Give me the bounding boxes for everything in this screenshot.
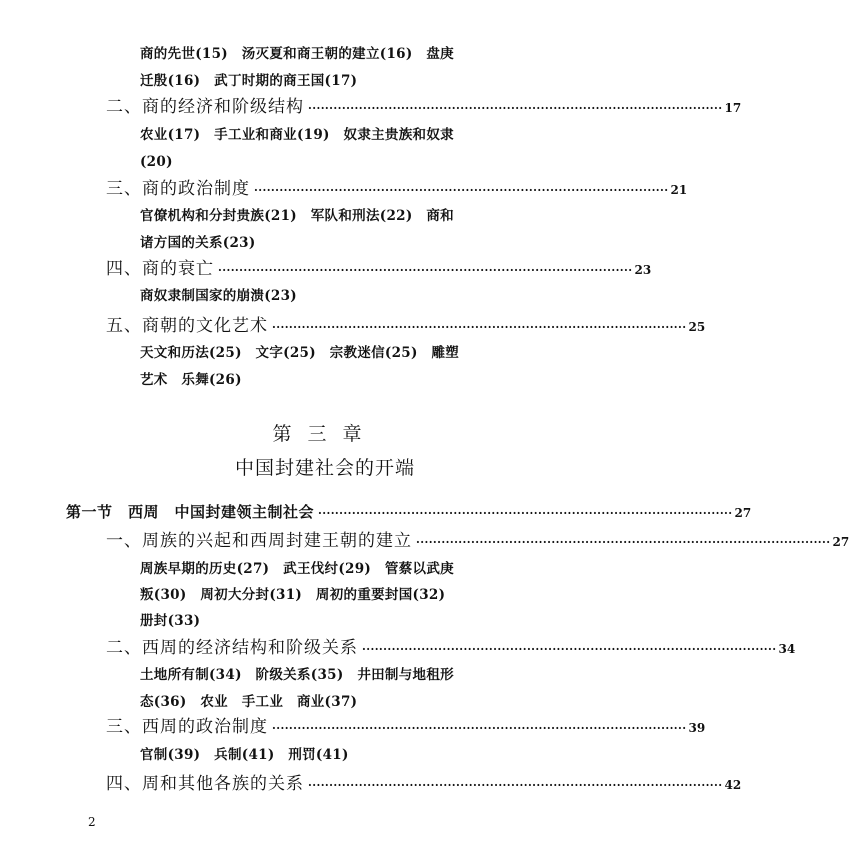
toc-heading[interactable] — [106, 316, 706, 336]
dot-leader: ·································································································· — [254, 184, 669, 197]
page-number: 2 — [88, 815, 96, 829]
toc-heading[interactable] — [106, 717, 706, 737]
chapter-title: 中国封建社会的开端 — [234, 457, 415, 479]
heading-title: 三、西周的政治制度 — [106, 717, 268, 737]
heading-page: 23 — [634, 263, 652, 277]
dot-leader: ·································································································· — [362, 643, 777, 656]
toc-heading[interactable] — [106, 531, 849, 551]
heading-page: 25 — [688, 320, 706, 334]
toc-heading[interactable] — [106, 179, 688, 199]
section-page: 27 — [734, 506, 752, 520]
dot-leader: ·································································································· — [318, 507, 733, 520]
dot-leader: ·································································································· — [272, 321, 687, 334]
toc-heading[interactable] — [106, 259, 652, 279]
heading-page: 27 — [832, 535, 849, 549]
entry-line: 迁殷(16) 武丁时期的商王国(17) — [140, 73, 358, 89]
entry-line: 周族早期的历史(27) 武王伐纣(29) 管蔡以武庚 — [140, 561, 454, 577]
entry-line: 商的先世(15) 汤灭夏和商王朝的建立(16) 盘庚 — [140, 46, 454, 62]
chapter-number: 第三章 — [272, 423, 378, 445]
entry-line: 商奴隶制国家的崩溃(23) — [140, 288, 297, 304]
heading-page: 42 — [724, 778, 742, 792]
dot-leader: ·································································································· — [416, 536, 831, 549]
entry-line: 态(36) 农业 手工业 商业(37) — [140, 694, 358, 710]
entry-line: 诸方国的关系(23) — [140, 235, 256, 251]
entry-line: 土地所有制(34) 阶级关系(35) 井田制与地租形 — [140, 667, 454, 683]
dot-leader: ·································································································· — [308, 102, 723, 115]
heading-title: 一、周族的兴起和西周封建王朝的建立 — [106, 531, 412, 551]
entry-line: 农业(17) 手工业和商业(19) 奴隶主贵族和奴隶 — [140, 127, 454, 143]
section-title: 第一节 西周 中国封建领主制社会 — [66, 503, 315, 521]
entry-line: 天文和历法(25) 文字(25) 宗教迷信(25) 雕塑 — [140, 345, 460, 361]
heading-title: 二、西周的经济结构和阶级关系 — [106, 638, 358, 658]
section-heading[interactable] — [66, 503, 752, 521]
heading-page: 17 — [724, 101, 742, 115]
entry-line: (20) — [140, 154, 173, 170]
heading-title: 三、商的政治制度 — [106, 179, 250, 199]
heading-title: 二、商的经济和阶级结构 — [106, 97, 304, 117]
heading-title: 四、周和其他各族的关系 — [106, 774, 304, 794]
entry-line: 叛(30) 周初大分封(31) 周初的重要封国(32) — [140, 587, 446, 603]
heading-title: 四、商的衰亡 — [106, 259, 214, 279]
dot-leader: ·································································································· — [218, 264, 633, 277]
toc-heading[interactable] — [106, 97, 742, 117]
entry-line: 官制(39) 兵制(41) 刑罚(41) — [140, 747, 349, 763]
heading-page: 39 — [688, 721, 706, 735]
entry-line: 官僚机构和分封贵族(21) 军队和刑法(22) 商和 — [140, 208, 454, 224]
entry-line: 艺术 乐舞(26) — [140, 372, 242, 388]
entry-line: 册封(33) — [140, 613, 201, 629]
heading-page: 21 — [670, 183, 688, 197]
dot-leader: ·································································································· — [308, 779, 723, 792]
heading-title: 五、商朝的文化艺术 — [106, 316, 268, 336]
dot-leader: ·································································································· — [272, 722, 687, 735]
toc-heading[interactable] — [106, 774, 742, 794]
heading-page: 34 — [778, 642, 796, 656]
toc-heading[interactable] — [106, 638, 796, 658]
